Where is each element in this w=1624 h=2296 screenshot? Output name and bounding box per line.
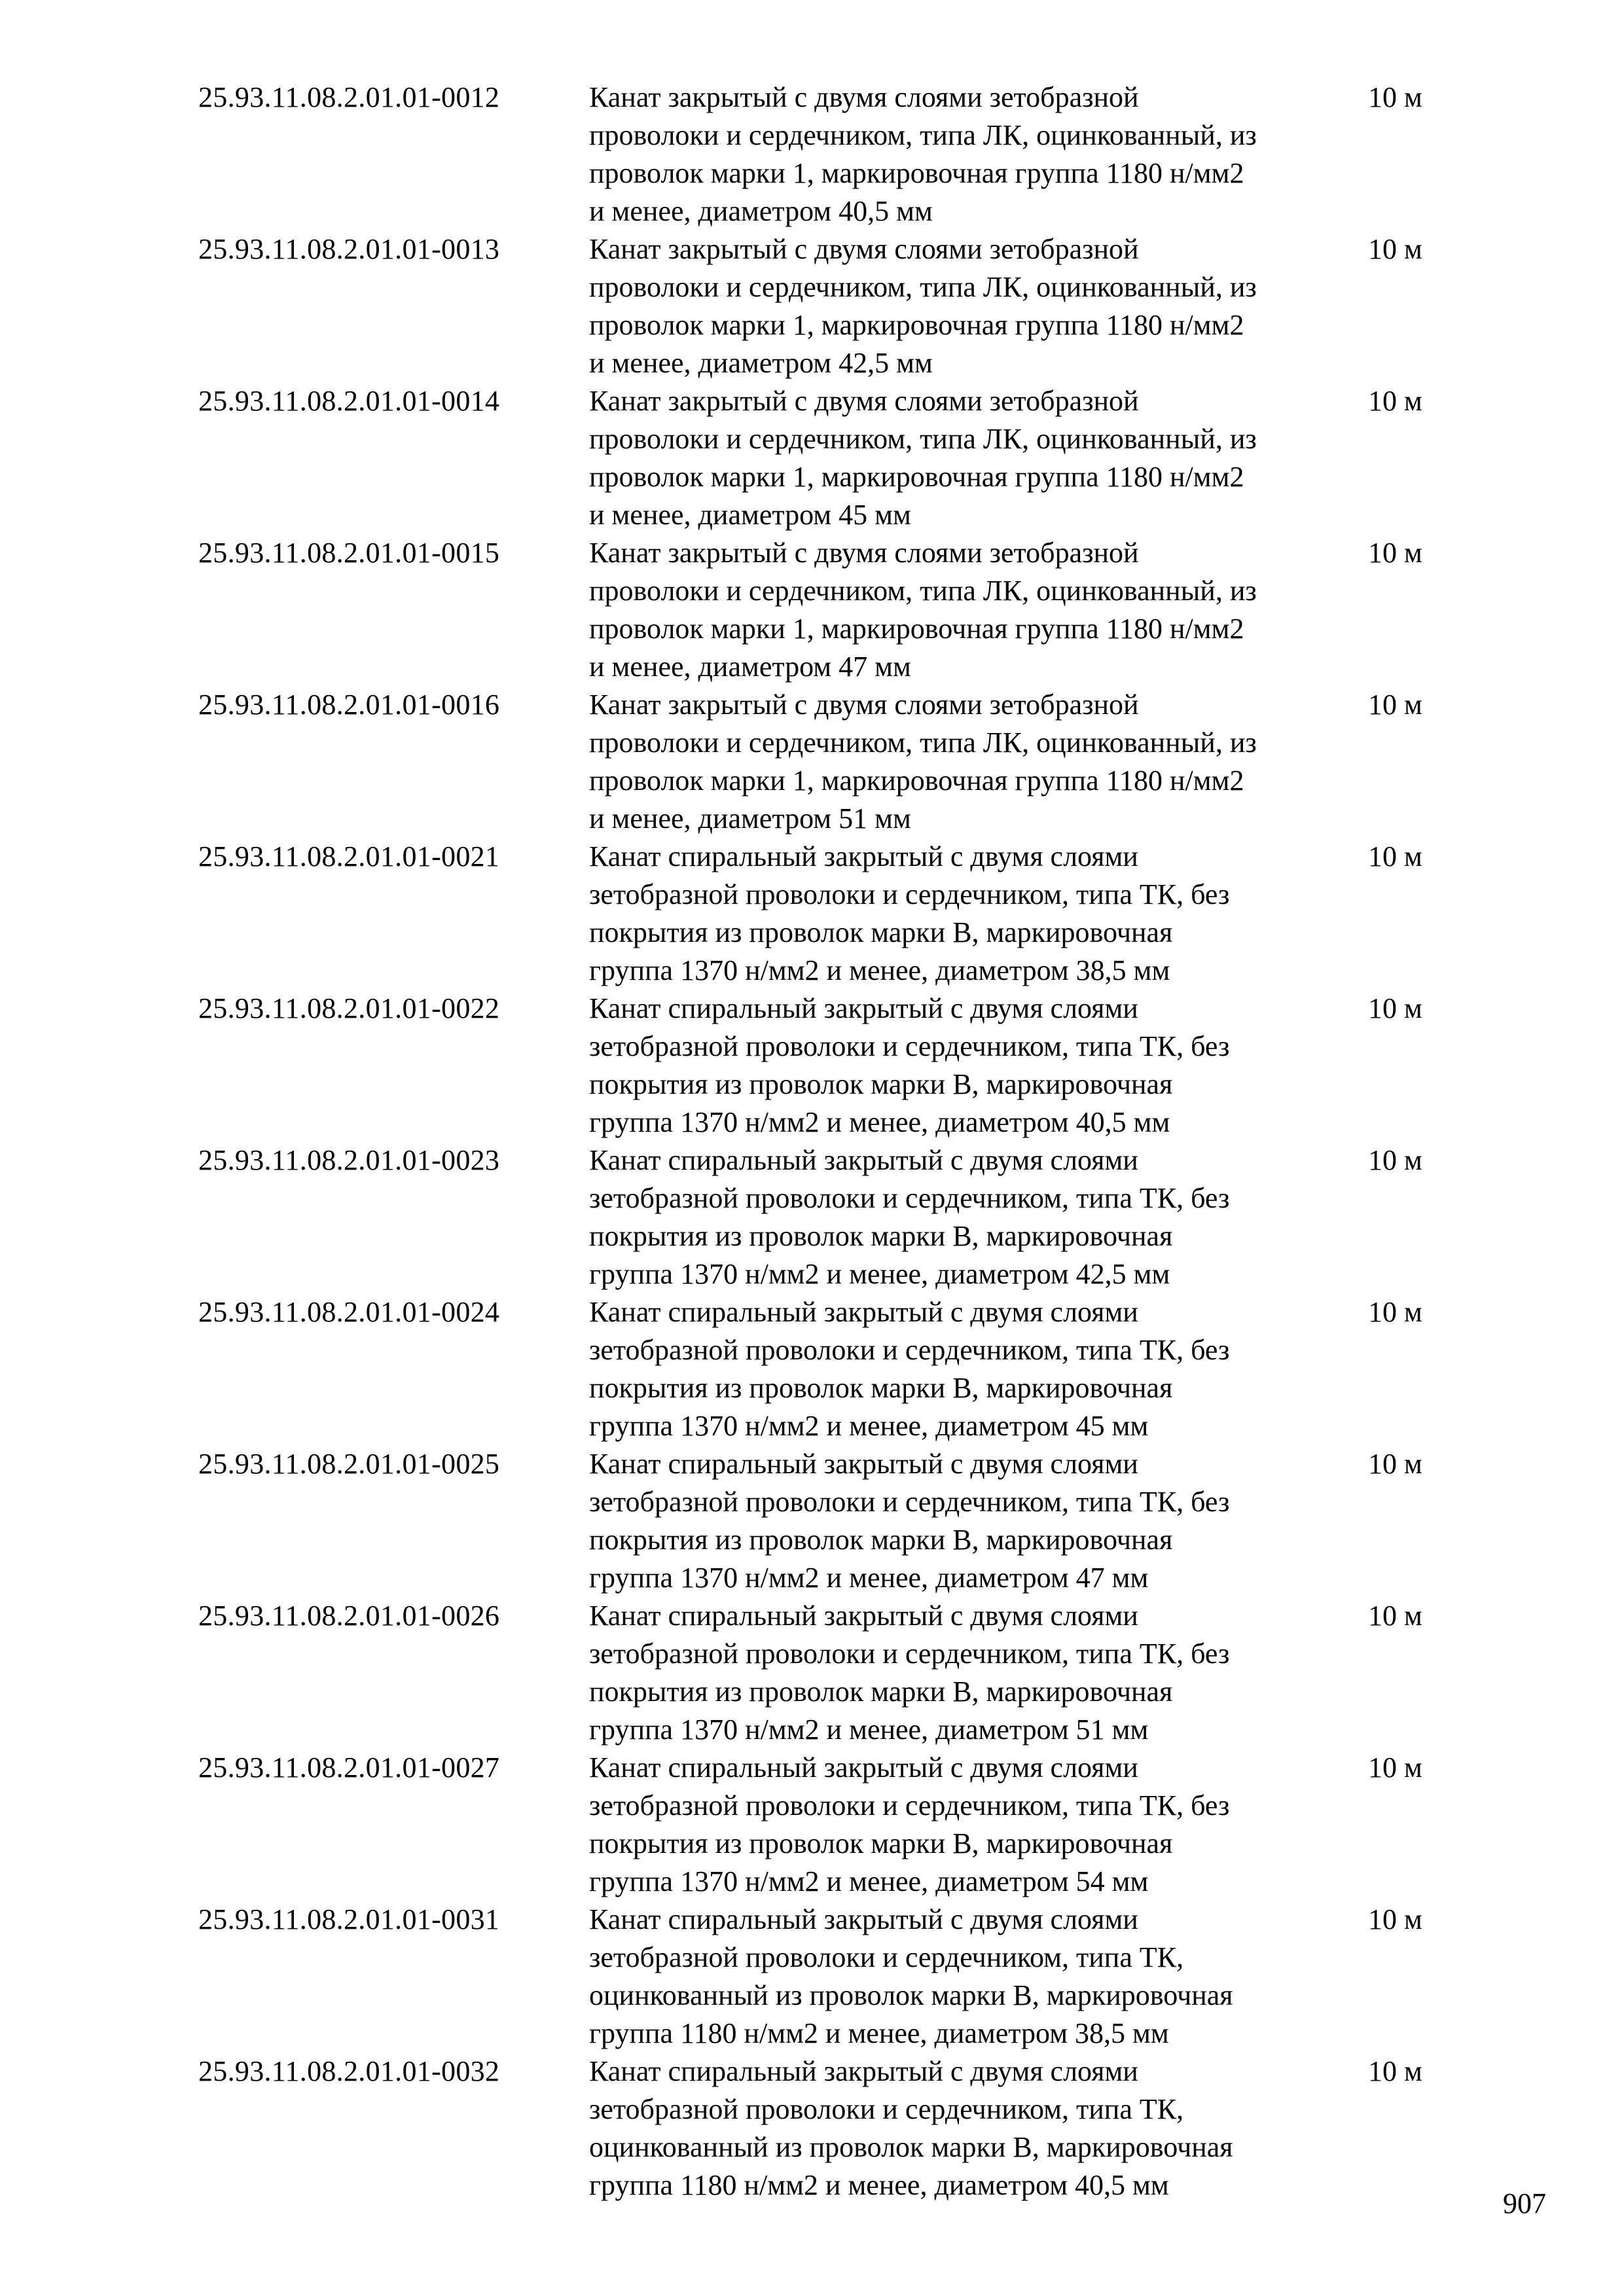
description-line: Канат спиральный закрытый с двумя слоями bbox=[589, 840, 1138, 872]
description-line: проволок марки 1, маркировочная группа 1180 н/мм2 bbox=[589, 309, 1244, 341]
description-line: и менее, диаметром 40,5 мм bbox=[589, 195, 933, 227]
description-line: и менее, диаметром 42,5 мм bbox=[589, 347, 933, 379]
entry-unit: 10 м bbox=[1368, 1751, 1422, 1784]
description-line: покрытия из проволок марки В, маркировочная bbox=[589, 1372, 1173, 1404]
list-item bbox=[198, 382, 1442, 534]
description-line: группа 1180 н/мм2 и менее, диаметром 40,5 мм bbox=[589, 2169, 1169, 2201]
entry-unit: 10 м bbox=[1368, 537, 1422, 569]
list-item bbox=[198, 1293, 1442, 1445]
description-line: и менее, диаметром 51 мм bbox=[589, 802, 911, 834]
entry-description bbox=[589, 686, 1368, 838]
description-line: зетобразной проволоки и сердечником, типа ТК, bbox=[589, 2093, 1184, 2125]
list-item bbox=[198, 534, 1442, 686]
entry-unit: 10 м bbox=[1368, 1296, 1422, 1328]
description-line: группа 1370 н/мм2 и менее, диаметром 47 мм bbox=[589, 1562, 1149, 1594]
description-line: проволоки и сердечником, типа ЛК, оцинкованный, из bbox=[589, 271, 1257, 303]
description-line: проволоки и сердечником, типа ЛК, оцинкованный, из bbox=[589, 423, 1257, 455]
description-line: покрытия из проволок марки В, маркировочная bbox=[589, 1524, 1173, 1556]
description-line: группа 1370 н/мм2 и менее, диаметром 51 мм bbox=[589, 1713, 1149, 1746]
description-line: оцинкованный из проволок марки В, маркировочная bbox=[589, 2131, 1233, 2163]
description-line: зетобразной проволоки и сердечником, типа ТК, без bbox=[589, 1789, 1230, 1821]
list-item bbox=[198, 1141, 1442, 1293]
description-line: зетобразной проволоки и сердечником, типа ТК, без bbox=[589, 1638, 1230, 1670]
entry-description bbox=[589, 534, 1368, 686]
entry-description bbox=[589, 1445, 1368, 1597]
description-line: проволок марки 1, маркировочная группа 1180 н/мм2 bbox=[589, 764, 1244, 797]
description-line: и менее, диаметром 47 мм bbox=[589, 651, 911, 683]
list-item bbox=[198, 79, 1442, 230]
description-line: Канат закрытый с двумя слоями зетобразной bbox=[589, 81, 1139, 113]
description-line: Канат спиральный закрытый с двумя слоями bbox=[589, 992, 1138, 1024]
description-line: покрытия из проволок марки В, маркировочная bbox=[589, 1827, 1173, 1859]
description-line: проволоки и сердечником, типа ЛК, оцинкованный, из bbox=[589, 119, 1257, 151]
description-line: Канат спиральный закрытый с двумя слоями bbox=[589, 1144, 1138, 1176]
list-item bbox=[198, 990, 1442, 1141]
description-line: проволок марки 1, маркировочная группа 1180 н/мм2 bbox=[589, 613, 1244, 645]
entry-code: 25.93.11.08.2.01.01-0023 bbox=[198, 1144, 500, 1176]
entry-code: 25.93.11.08.2.01.01-0014 bbox=[198, 385, 500, 417]
entry-unit: 10 м bbox=[1368, 689, 1422, 721]
list-item bbox=[198, 1749, 1442, 1901]
entry-code: 25.93.11.08.2.01.01-0024 bbox=[198, 1296, 500, 1328]
list-item bbox=[198, 230, 1442, 382]
entry-code: 25.93.11.08.2.01.01-0022 bbox=[198, 992, 500, 1024]
entry-description bbox=[589, 1901, 1368, 2053]
description-line: зетобразной проволоки и сердечником, типа ТК, без bbox=[589, 1334, 1230, 1366]
description-line: группа 1370 н/мм2 и менее, диаметром 38,5 мм bbox=[589, 954, 1170, 986]
entry-code: 25.93.11.08.2.01.01-0021 bbox=[198, 840, 500, 872]
list-item bbox=[198, 838, 1442, 990]
description-line: группа 1370 н/мм2 и менее, диаметром 54 мм bbox=[589, 1865, 1149, 1897]
description-line: покрытия из проволок марки В, маркировочная bbox=[589, 1220, 1173, 1252]
description-line: Канат спиральный закрытый с двумя слоями bbox=[589, 1448, 1138, 1480]
description-line: зетобразной проволоки и сердечником, типа ТК, без bbox=[589, 1182, 1230, 1214]
description-line: Канат закрытый с двумя слоями зетобразной bbox=[589, 233, 1139, 265]
description-line: Канат закрытый с двумя слоями зетобразной bbox=[589, 689, 1139, 721]
entry-code: 25.93.11.08.2.01.01-0027 bbox=[198, 1751, 500, 1784]
entry-description bbox=[589, 382, 1368, 534]
list-item bbox=[198, 686, 1442, 838]
description-line: покрытия из проволок марки В, маркировочная bbox=[589, 916, 1173, 948]
description-line: покрытия из проволок марки В, маркировочная bbox=[589, 1676, 1173, 1708]
description-line: и менее, диаметром 45 мм bbox=[589, 499, 911, 531]
entry-code: 25.93.11.08.2.01.01-0015 bbox=[198, 537, 500, 569]
entry-description bbox=[589, 1749, 1368, 1901]
description-line: зетобразной проволоки и сердечником, типа ТК, без bbox=[589, 1486, 1230, 1518]
description-line: Канат закрытый с двумя слоями зетобразной bbox=[589, 537, 1139, 569]
entry-code: 25.93.11.08.2.01.01-0031 bbox=[198, 1903, 500, 1935]
description-line: Канат закрытый с двумя слоями зетобразной bbox=[589, 385, 1139, 417]
entry-description bbox=[589, 990, 1368, 1141]
description-line: покрытия из проволок марки В, маркировочная bbox=[589, 1068, 1173, 1100]
description-line: Канат спиральный закрытый с двумя слоями bbox=[589, 1600, 1138, 1632]
entry-unit: 10 м bbox=[1368, 385, 1422, 417]
description-line: Канат спиральный закрытый с двумя слоями bbox=[589, 2055, 1138, 2087]
description-line: группа 1370 н/мм2 и менее, диаметром 40,5 мм bbox=[589, 1106, 1170, 1138]
entry-code: 25.93.11.08.2.01.01-0026 bbox=[198, 1600, 500, 1632]
entry-code: 25.93.11.08.2.01.01-0016 bbox=[198, 689, 500, 721]
entry-code: 25.93.11.08.2.01.01-0032 bbox=[198, 2055, 500, 2087]
description-line: зетобразной проволоки и сердечником, типа ТК, без bbox=[589, 878, 1230, 910]
description-line: группа 1370 н/мм2 и менее, диаметром 42,5 мм bbox=[589, 1258, 1170, 1290]
entry-description bbox=[589, 230, 1368, 382]
entry-unit: 10 м bbox=[1368, 1600, 1422, 1632]
description-line: проволок марки 1, маркировочная группа 1180 н/мм2 bbox=[589, 157, 1244, 189]
list-item bbox=[198, 2053, 1442, 2204]
entry-unit: 10 м bbox=[1368, 233, 1422, 265]
entry-description bbox=[589, 1597, 1368, 1749]
entry-description bbox=[589, 1141, 1368, 1293]
page-number: 907 bbox=[1503, 2187, 1546, 2219]
entry-unit: 10 м bbox=[1368, 2055, 1422, 2087]
entry-unit: 10 м bbox=[1368, 1144, 1422, 1176]
entry-unit: 10 м bbox=[1368, 992, 1422, 1024]
entry-unit: 10 м bbox=[1368, 81, 1422, 113]
entry-description bbox=[589, 2053, 1368, 2204]
description-line: оцинкованный из проволок марки В, маркировочная bbox=[589, 1979, 1233, 2011]
description-line: проволоки и сердечником, типа ЛК, оцинкованный, из bbox=[589, 575, 1257, 607]
entry-unit: 10 м bbox=[1368, 840, 1422, 872]
entry-unit: 10 м bbox=[1368, 1448, 1422, 1480]
description-line: проволоки и сердечником, типа ЛК, оцинкованный, из bbox=[589, 726, 1257, 759]
list-item bbox=[198, 1597, 1442, 1749]
entry-unit: 10 м bbox=[1368, 1903, 1422, 1935]
description-line: Канат спиральный закрытый с двумя слоями bbox=[589, 1751, 1138, 1784]
list-item bbox=[198, 1445, 1442, 1597]
entry-list bbox=[198, 79, 1442, 2204]
description-line: зетобразной проволоки и сердечником, типа ТК, bbox=[589, 1941, 1184, 1973]
description-line: группа 1180 н/мм2 и менее, диаметром 38,5 мм bbox=[589, 2017, 1169, 2049]
description-line: группа 1370 н/мм2 и менее, диаметром 45 мм bbox=[589, 1410, 1149, 1442]
entry-code: 25.93.11.08.2.01.01-0012 bbox=[198, 81, 500, 113]
entry-description bbox=[589, 1293, 1368, 1445]
description-line: Канат спиральный закрытый с двумя слоями bbox=[589, 1903, 1138, 1935]
entry-description bbox=[589, 838, 1368, 990]
description-line: Канат спиральный закрытый с двумя слоями bbox=[589, 1296, 1138, 1328]
entry-code: 25.93.11.08.2.01.01-0013 bbox=[198, 233, 500, 265]
description-line: зетобразной проволоки и сердечником, типа ТК, без bbox=[589, 1030, 1230, 1062]
list-item bbox=[198, 1901, 1442, 2053]
description-line: проволок марки 1, маркировочная группа 1180 н/мм2 bbox=[589, 461, 1244, 493]
entry-code: 25.93.11.08.2.01.01-0025 bbox=[198, 1448, 500, 1480]
entry-description bbox=[589, 79, 1368, 230]
